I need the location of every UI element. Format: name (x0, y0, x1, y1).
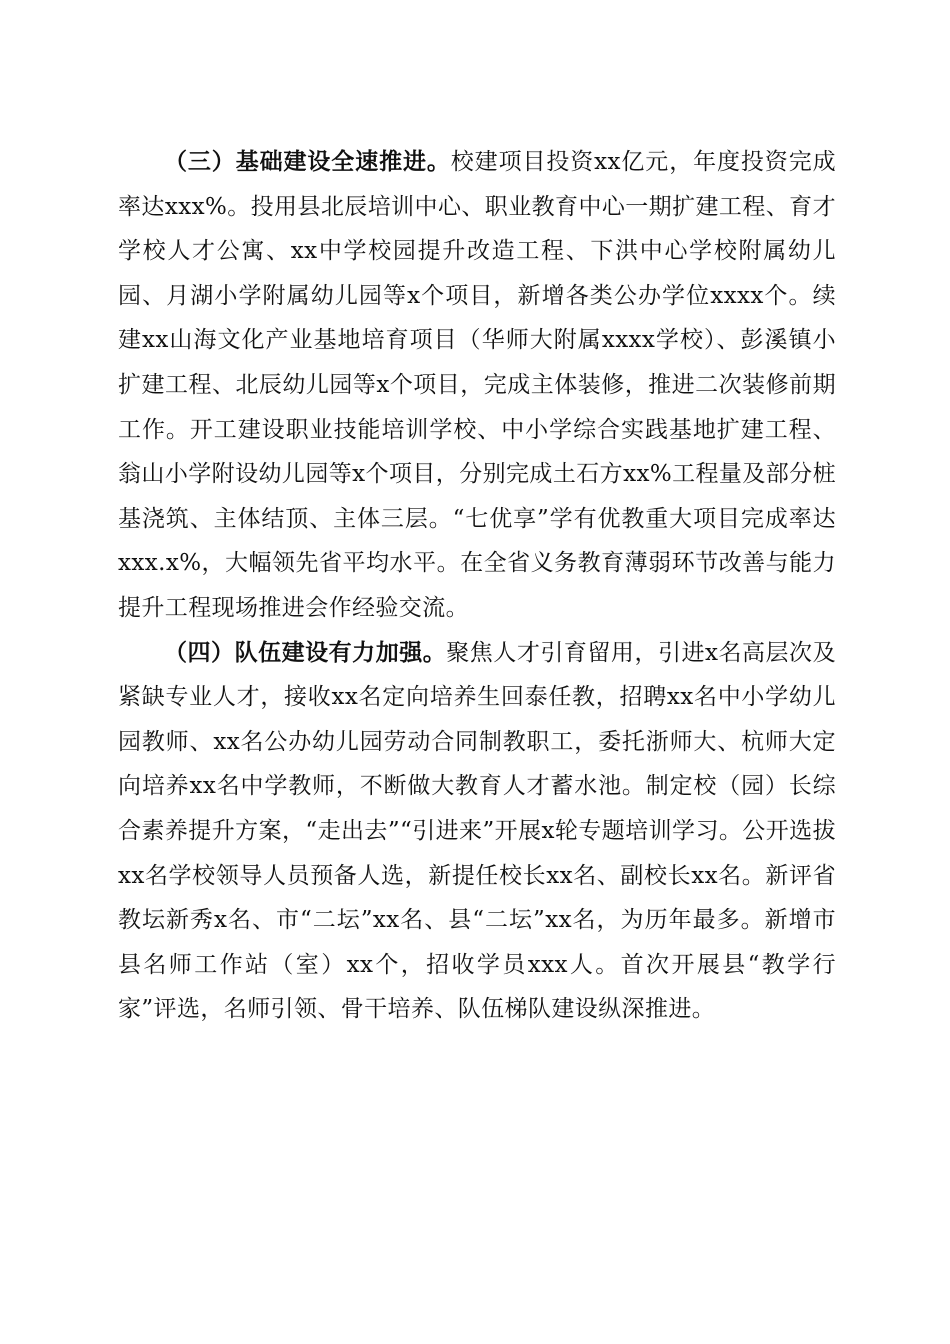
section-heading-3: （三）基础建设全速推进。 (164, 148, 451, 175)
paragraph-infrastructure (118, 140, 836, 631)
paragraph-body-3: 校建项目投资xx亿元，年度投资完成率达xxx%。投用县北辰培训中心、职业教育中心一期扩建工程、育才学校人才公寓、xx中学校园提升改造工程、下洪中心学校附属幼儿园、月湖小学附属幼儿园等x个项目，新增各类公办学位xxxx个。续建xx山海文化产业基地培育项目（华师大附属xxxx学校）、彭溪镇小扩建工程、北辰幼儿园等x个项目，完成主体装修，推进二次装修前期工作。开工建设职业技能培训学校、中小学综合实践基地扩建工程、翁山小学附设幼儿园等x个项目，分别完成土石方xx%工程量及部分桩基浇筑、主体结顶、主体三层。“七优享”学有优教重大项目完成率达xxx.x%，大幅领先省平均水平。在全省义务教育薄弱环节改善与能力提升工程现场推进会作经验交流。 (118, 149, 836, 621)
section-heading-4: （四）队伍建设有力加强。 (164, 638, 447, 666)
paragraph-body-4: 聚焦人才引育留用，引进x名高层次及紧缺专业人才，接收xx名定向培养生回泰任教，招聘xx名中小学幼儿园教师、xx名公办幼儿园劳动合同制教职工，委托浙师大、杭师大定向培养xx名中学教师，不断做大教育人才蓄水池。制定校（园）长综合素养提升方案，“走出去”“引进来”开展x轮专题培训学习。公开选拔xx名学校领导人员预备人选，新提任校长xx名、副校长xx名。新评省教坛新秀x名、市“二坛”xx名、县“二坛”xx名，为历年最多。新增市县名师工作站（室）xx个，招收学员xxx人。首次开展县“教学行家”评选，名师引领、骨干培养、队伍梯队建设纵深推进。 (118, 639, 836, 1023)
paragraph-team-building (118, 631, 836, 1032)
document-page (118, 140, 836, 1032)
